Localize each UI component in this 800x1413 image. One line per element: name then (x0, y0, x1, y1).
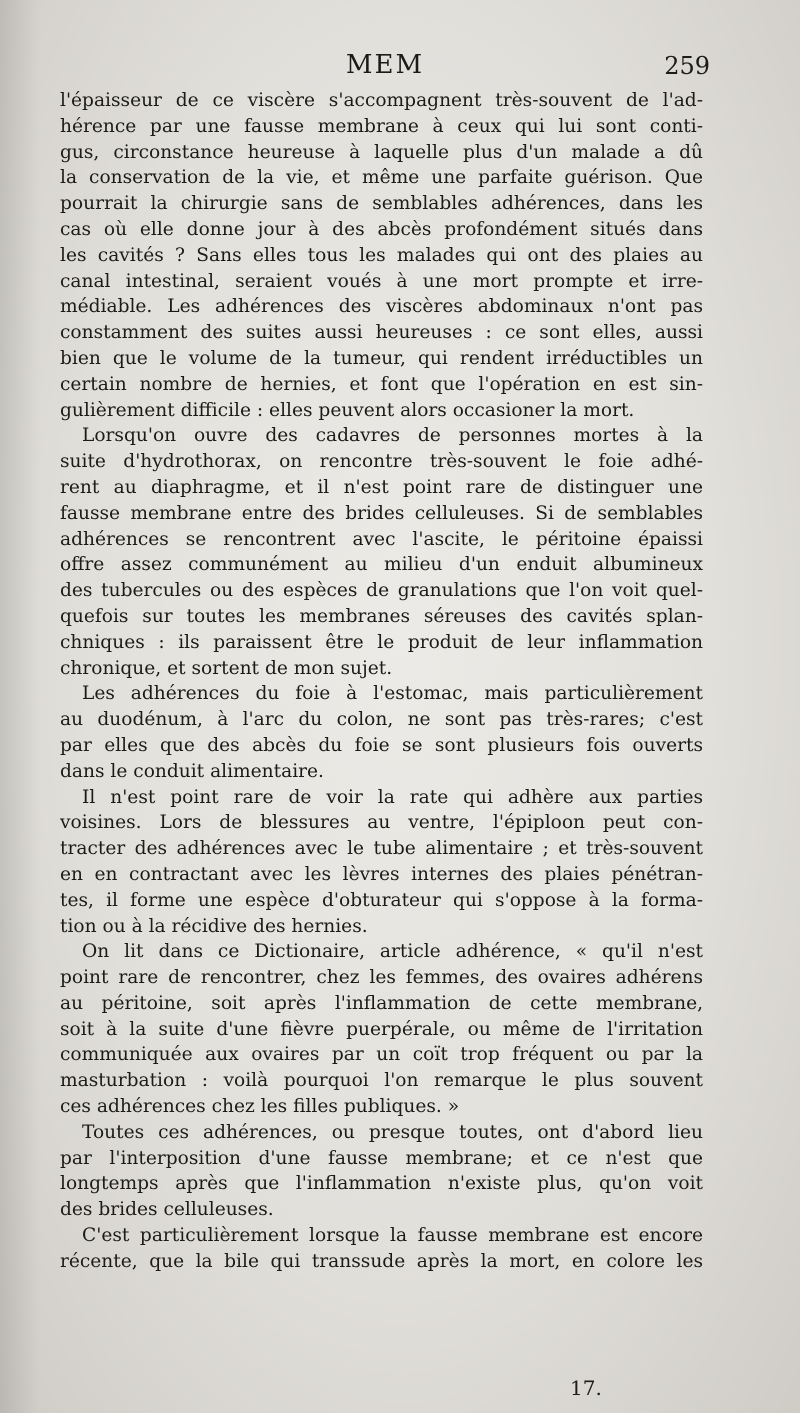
text-line: tracter des adhérences avec le tube alimentaire ; et très-souvent (60, 838, 703, 860)
text-line: gus, circonstance heureuse à laquelle plus d'un malade a dû (60, 141, 703, 163)
text-line: des tubercules ou des espèces de granulations que l'on voit quel- (60, 580, 703, 602)
text-line: en en contractant avec les lèvres internes des plaies pénétran- (60, 863, 703, 885)
text-line: au duodénum, à l'arc du colon, ne sont pas très-rares; c'est (60, 709, 703, 731)
text-line: soit à la suite d'une fièvre puerpérale, ou même de l'irritation (60, 1018, 703, 1040)
text-line: gulièrement difficile : elles peuvent alors occasioner la mort. (60, 399, 635, 421)
text-line: tion ou à la récidive des hernies. (60, 915, 368, 937)
text-line: rent au diaphragme, et il n'est point rare de distinguer une (60, 476, 703, 498)
text-line: canal intestinal, seraient voués à une mort prompte et irre- (60, 270, 703, 292)
text-line: les cavités ? Sans elles tous les malades qui ont des plaies au (60, 244, 703, 266)
text-line: des brides celluleuses. (60, 1199, 274, 1221)
text-line: chronique, et sortent de mon sujet. (60, 657, 393, 679)
text-line: cas où elle donne jour à des abcès profondément situés dans (60, 218, 703, 240)
text-line: Il n'est point rare de voir la rate qui adhère aux parties (82, 786, 703, 808)
text-line: chniques : ils paraissent être le produit de leur inflammation (60, 631, 703, 653)
text-line: récente, que la bile qui transsude après la mort, en colore les (60, 1250, 703, 1272)
running-head: MEM (345, 50, 425, 80)
text-line: longtemps après que l'inflammation n'existe plus, qu'on voit (60, 1173, 703, 1195)
text-line: par l'interposition d'une fausse membrane; et ce n'est que (60, 1147, 703, 1169)
text-line: tes, il forme une espèce d'obturateur qui s'oppose à la forma- (60, 889, 703, 911)
text-line: suite d'hydrothorax, on rencontre très-souvent le foie adhé- (60, 451, 703, 473)
text-line: au péritoine, soit après l'inflammation de cette membrane, (60, 992, 703, 1014)
text-line: Lorsqu'on ouvre des cadavres de personnes mortes à la (82, 425, 703, 447)
text-line: masturbation : voilà pourquoi l'on remarque le plus souvent (60, 1070, 703, 1092)
text-line: quefois sur toutes les membranes séreuses des cavités splan- (60, 605, 703, 627)
page-number: 259 (664, 52, 710, 80)
text-line: fausse membrane entre des brides celluleuses. Si de semblables (60, 502, 703, 524)
text-line: Les adhérences du foie à l'estomac, mais particulièrement (82, 683, 703, 705)
text-line: On lit dans ce Dictionaire, article adhérence, « qu'il n'est (82, 941, 703, 963)
text-line: C'est particulièrement lorsque la fausse membrane est encore (82, 1225, 703, 1247)
text-line: par elles que des abcès du foie se sont plusieurs fois ouverts (60, 734, 703, 756)
text-line: l'épaisseur de ce viscère s'accompagnent très-souvent de l'ad- (60, 90, 703, 111)
text-line: bien que le volume de la tumeur, qui rendent irréductibles un (60, 347, 703, 369)
text-line: Toutes ces adhérences, ou presque toutes, ont d'abord lieu (82, 1121, 703, 1143)
page-header (60, 50, 710, 86)
text-line: offre assez communément au milieu d'un enduit albumineux (60, 554, 703, 576)
text-line: hérence par une fausse membrane à ceux qui lui sont conti- (60, 115, 703, 137)
text-line: certain nombre de hernies, et font que l'opération en est sin- (60, 373, 703, 395)
text-line: médiable. Les adhérences des viscères abdominaux n'ont pas (60, 296, 703, 318)
text-line: pourrait la chirurgie sans de semblables adhérences, dans les (60, 193, 703, 215)
text-line: constamment des suites aussi heureuses : ce sont elles, aussi (60, 322, 703, 344)
text-line: point rare de rencontrer, chez les femmes, des ovaires adhérens (60, 967, 703, 989)
body-text (60, 88, 703, 1275)
text-line: voisines. Lors de blessures au ventre, l'épiploon peut con- (60, 812, 703, 834)
text-line: la conservation de la vie, et même une parfaite guérison. Que (60, 167, 703, 189)
text-line: ces adhérences chez les filles publiques. » (60, 1096, 460, 1118)
text-line: communiquée aux ovaires par un coït trop fréquent ou par la (60, 1044, 703, 1066)
text-line: dans le conduit alimentaire. (60, 760, 324, 782)
signature-mark: 17. (570, 1376, 602, 1400)
text-line: adhérences se rencontrent avec l'ascite, le péritoine épaissi (60, 528, 703, 550)
